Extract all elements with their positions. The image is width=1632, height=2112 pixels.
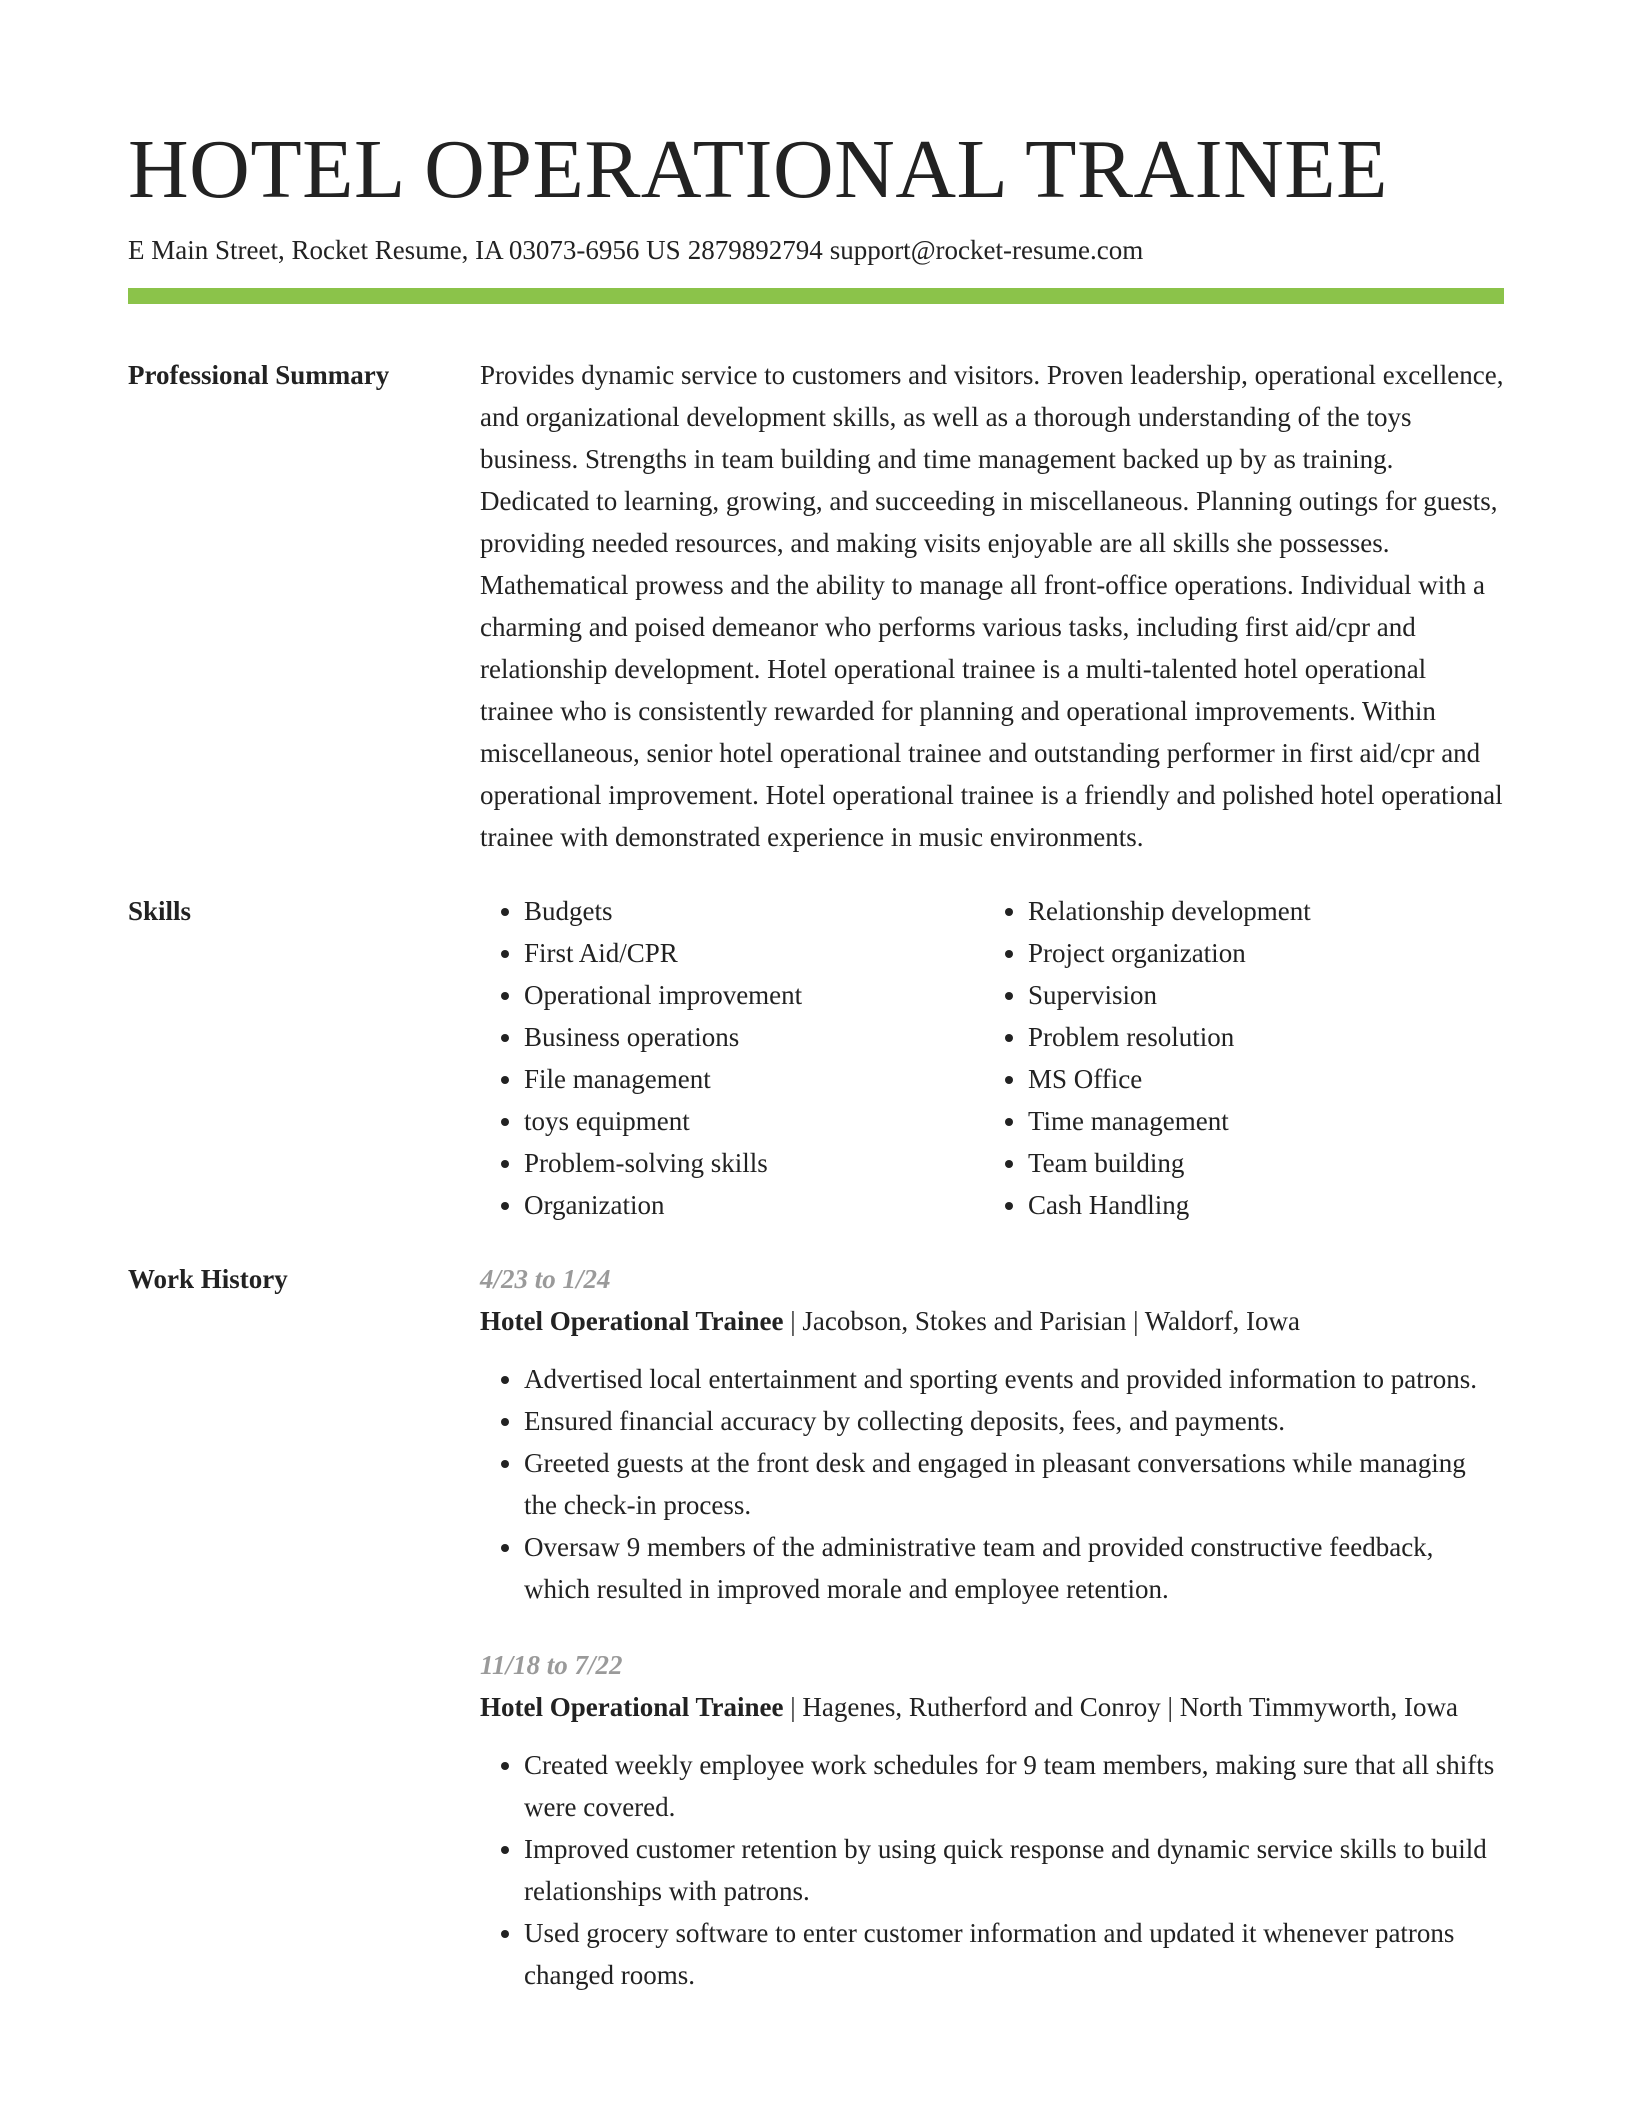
job-dates: 4/23 to 1/24 [480,1264,611,1294]
skill-item: • First Aid/CPR [524,932,984,974]
skill-item: • Organization [524,1184,984,1226]
skills-heading: Skills [128,896,192,926]
skills-list-right [984,890,1311,1226]
job-employer-location: | Jacobson, Stokes and Parisian | Waldorf, Iowa [783,1306,1301,1336]
summary-section [128,354,1504,858]
job-bullet: • Used grocery software to enter customer information and updated it whenever patrons changed rooms. [524,1912,1504,1996]
skill-item: • toys equipment [524,1100,984,1142]
skill-item: • Budgets [524,890,984,932]
resume-name: HOTEL OPERATIONAL TRAINEE [128,123,1388,216]
job-bullet: • Improved customer retention by using quick response and dynamic service skills to build relationships with patrons. [524,1828,1504,1912]
skill-item: • Cash Handling [1028,1184,1311,1226]
summary-heading: Professional Summary [128,360,390,390]
job-bullet: • Ensured financial accuracy by collecting deposits, fees, and payments. [524,1400,1504,1442]
work-history-body [480,1258,1504,2030]
skill-item: • Business operations [524,1016,984,1058]
job-title-line [480,1300,1504,1342]
contact-phone: 2879892794 [687,235,823,265]
skills-body [480,890,1504,1226]
skill-item: • MS Office [1028,1058,1311,1100]
work-history-heading: Work History [128,1264,288,1294]
header-accent-rule [128,288,1504,304]
job-bullet: • Greeted guests at the front desk and engaged in pleasant conversations while managing the check-in process. [524,1442,1504,1526]
skill-item: • Team building [1028,1142,1311,1184]
work-history-section [128,1258,1504,2030]
contact-email: support@rocket-resume.com [829,235,1144,265]
job-title: Hotel Operational Trainee [480,1692,784,1722]
job-bullets [480,1744,1504,1996]
contact-line [128,232,1504,268]
job-title-line [480,1686,1504,1728]
skill-item: • Operational improvement [524,974,984,1016]
skills-columns [480,890,1504,1226]
job-bullet: • Oversaw 9 members of the administrative team and provided constructive feedback, which resulted in improved morale and employee retention. [524,1526,1504,1610]
skill-item: • Time management [1028,1100,1311,1142]
summary-body [480,354,1504,858]
skills-list-left [480,890,984,1226]
job-bullet: • Created weekly employee work schedules for 9 team members, making sure that all shifts were covered. [524,1744,1504,1828]
job-bullets [480,1358,1504,1610]
job-employer-location: | Hagenes, Rutherford and Conroy | North Timmyworth, Iowa [783,1692,1458,1722]
skills-section [128,890,1504,1226]
job-entry [480,1258,1504,1610]
job-title: Hotel Operational Trainee [480,1306,784,1336]
skill-item: • Problem-solving skills [524,1142,984,1184]
summary-text: Provides dynamic service to customers and visitors. Proven leadership, operational excellence, and organizational development skills, as well as a thorough understanding of the toys business. Strengths in team building and time management backed up by as training. Dedicated to learning, growing, and succeeding in miscellaneous. Planning outings for guests, providing needed resources, and making visits enjoyable are all skills she possesses. Mathematical prowess and the ability to manage all front-office operations. Individual with a charming and poised demeanor who performs various tasks, including first aid/cpr and relationship development. Hotel operational trainee is a multi-talented hotel operational trainee who is consistently rewarded for planning and operational improvements. Within miscellaneous, senior hotel operational trainee and outstanding performer in first aid/cpr and operational improvement. Hotel operational trainee is a friendly and polished hotel operational trainee with demonstrated experience in music environments. [480,360,1504,852]
skill-item: • Supervision [1028,974,1311,1016]
skill-item: • File management [524,1058,984,1100]
job-dates: 11/18 to 7/22 [480,1650,623,1680]
job-bullet: • Advertised local entertainment and sporting events and provided information to patrons. [524,1358,1504,1400]
resume-page [128,0,1504,2030]
contact-address: E Main Street, Rocket Resume, IA 03073-6956 US [128,235,681,265]
job-entry [480,1644,1504,1996]
skill-item: • Problem resolution [1028,1016,1311,1058]
skill-item: • Relationship development [1028,890,1311,932]
skill-item: • Project organization [1028,932,1311,974]
